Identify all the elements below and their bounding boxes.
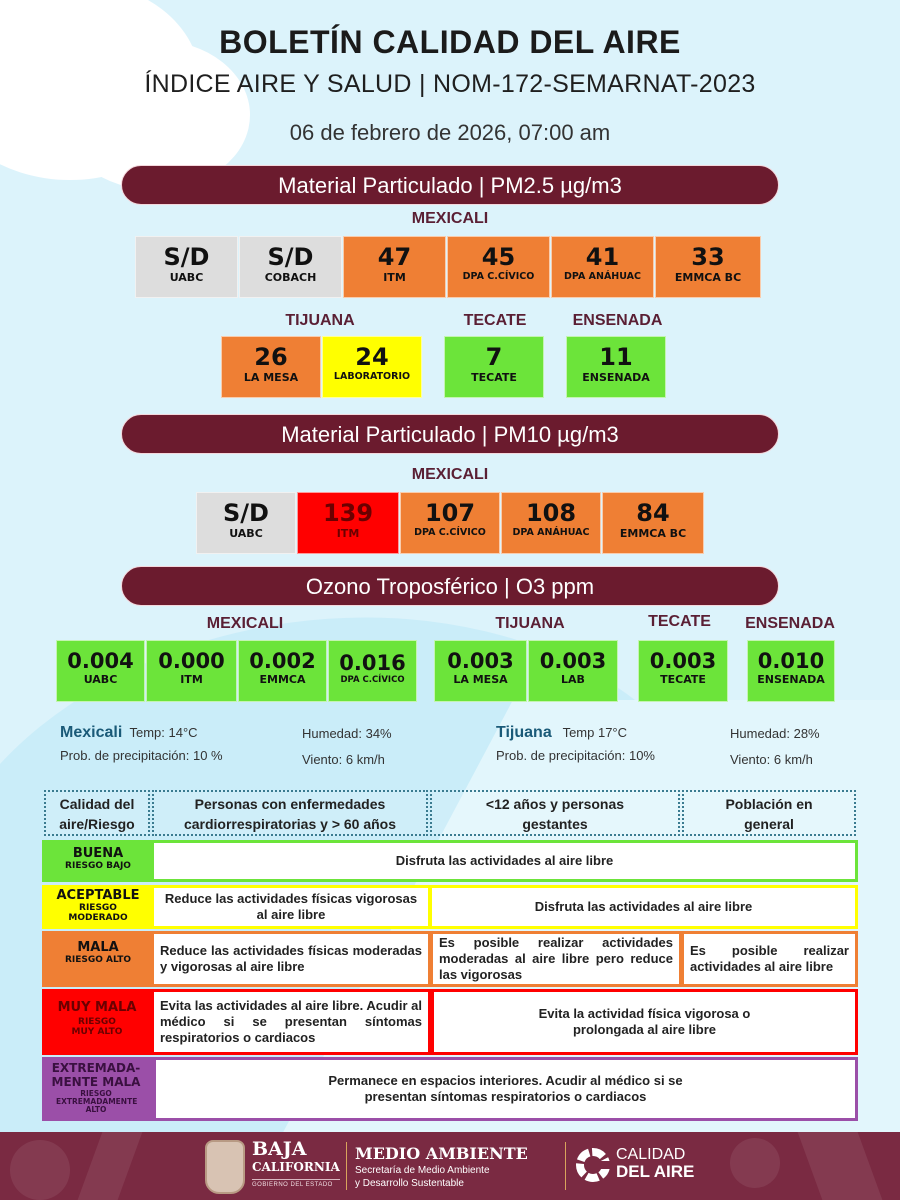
risk-cell: Disfruta las actividades al aire libre (432, 888, 855, 926)
o3-tijuana-label: TIJUANA (495, 615, 565, 632)
risk-label-mala: MALA RIESGO ALTO (64, 940, 132, 965)
weather-tijuana (496, 724, 627, 742)
pm25-ensenada-label: ENSENADA (572, 312, 663, 329)
page-subtitle: ÍNDICE AIRE Y SALUD | NOM-172-SEMARNAT-2023 (144, 70, 756, 98)
weather-precip: Prob. de precipitación: 10 % (60, 748, 223, 763)
o3-station-tecate: 0.003 TECATE (638, 640, 728, 702)
pm25-tecate-label: TECATE (463, 312, 527, 329)
o3-station-lab: 0.003 LAB (528, 640, 618, 702)
medio-ambiente-line2: y Desarrollo Sustentable (355, 1178, 464, 1189)
risk-label-muy-mala: MUY MALA RIESGO MUY ALTO (57, 1000, 137, 1037)
weather-humidity: Humedad: 28% (730, 726, 820, 741)
weather-humidity: Humedad: 34% (302, 726, 392, 741)
weather-mexicali (60, 724, 198, 742)
pm25-station-ensenada: 11 ENSENADA (566, 336, 666, 398)
o3-station-ensenada: 0.010 ENSENADA (747, 640, 835, 702)
weather-wind: Viento: 6 km/h (302, 752, 385, 767)
pm25-station-la-mesa: 26 LA MESA (221, 336, 321, 398)
bulletin-date: 06 de febrero de 2026, 07:00 am (289, 120, 611, 145)
pm25-tijuana-label: TIJUANA (285, 312, 355, 329)
pm10-station-emmca: 84 EMMCA BC (602, 492, 704, 554)
page-title: BOLETÍN CALIDAD DEL AIRE (219, 24, 681, 60)
pm10-station-itm: 139 ITM (297, 492, 399, 554)
risk-cell: Evita las actividades al aire libre. Acudir al médico si se presentan síntomas respiratorios o cardiacos (154, 992, 428, 1052)
o3-station-itm: 0.000 ITM (146, 640, 237, 702)
calidad-del-aire-line1: CALIDAD (616, 1146, 686, 1163)
o3-ensenada-label: ENSENADA (745, 615, 835, 632)
pm25-station-laboratorio: 24 LABORATORIO (322, 336, 422, 398)
o3-banner: Ozono Troposférico | O3 ppm (121, 566, 779, 606)
o3-station-uabc: 0.004 UABC (56, 640, 145, 702)
medio-ambiente-title: MEDIO AMBIENTE (355, 1144, 528, 1163)
risk-cell: Reduce las actividades físicas moderadas y vigorosas al aire libre (154, 934, 428, 984)
risk-cell: Disfruta las actividades al aire libre (154, 843, 855, 879)
risk-header-cardio: Personas con enfermedades cardiorrespiratorias y > 60 años (152, 790, 428, 836)
o3-station-dpa-civico: 0.016 DPA C.CÍVICO (328, 640, 417, 702)
weather-city: Tijuana (496, 724, 552, 741)
pm10-banner: Material Particulado | PM10 µg/m3 (121, 414, 779, 454)
pm25-station-emmca: 33 EMMCA BC (655, 236, 761, 298)
weather-temp: Temp 17°C (562, 725, 628, 740)
pm25-station-cobach: S/D COBACH (239, 236, 342, 298)
pm25-banner: Material Particulado | PM2.5 µg/m3 (121, 165, 779, 205)
pm10-station-dpa-anahuac: 108 DPA ANÁHUAC (501, 492, 601, 554)
risk-label-buena: BUENA RIESGO BAJO (65, 846, 131, 871)
pm25-station-dpa-anahuac: 41 DPA ANÁHUAC (551, 236, 654, 298)
o3-station-emmca: 0.002 EMMCA (238, 640, 327, 702)
o3-tecate-label: TECATE (648, 613, 711, 630)
bc-line3: GOBIERNO DEL ESTADO (252, 1182, 333, 1188)
risk-cell: Es posible realizar actividades al aire libre (684, 934, 855, 984)
calidad-del-aire-line2: DEL AIRE (616, 1162, 695, 1181)
calidad-del-aire-logo-icon (576, 1148, 610, 1182)
pm25-station-uabc: S/D UABC (135, 236, 238, 298)
weather-temp: Temp: 14°C (129, 725, 198, 740)
risk-label-extremadamente-mala: EXTREMADA-MENTE MALA RIESGO EXTREMADAMENTE ALTO (51, 1061, 141, 1114)
pm25-station-dpa-civico: 45 DPA C.CÍVICO (447, 236, 550, 298)
footer (0, 1132, 900, 1200)
medio-ambiente-line1: Secretaría de Medio Ambiente (355, 1165, 490, 1176)
pm25-mexicali-label: MEXICALI (411, 210, 489, 227)
risk-cell: Permanece en espacios interiores. Acudir al médico si se presentan síntomas respiratorios o cardiacos (156, 1060, 855, 1118)
baja-california-shield-icon (205, 1140, 245, 1194)
o3-mexicali-label: MEXICALI (206, 615, 284, 632)
pm25-station-itm: 47 ITM (343, 236, 446, 298)
risk-header-quality: Calidad del aire/Riesgo (44, 790, 150, 836)
pm10-mexicali-label: MEXICALI (411, 466, 489, 483)
risk-cell: Reduce las actividades físicas vigorosas al aire libre (154, 888, 428, 926)
weather-city: Mexicali (60, 724, 123, 741)
risk-cell: Evita la actividad física vigorosa o prolongada al aire libre (434, 992, 855, 1052)
pm10-station-uabc: S/D UABC (196, 492, 296, 554)
pm25-station-tecate: 7 TECATE (444, 336, 544, 398)
weather-wind: Viento: 6 km/h (730, 752, 813, 767)
pm10-station-dpa-civico: 107 DPA C.CÍVICO (400, 492, 500, 554)
risk-header-general: Población en general (682, 790, 856, 836)
o3-station-la-mesa: 0.003 LA MESA (434, 640, 527, 702)
risk-header-children: <12 años y personas gestantes (430, 790, 680, 836)
bc-line2: CALIFORNIA (252, 1160, 340, 1174)
risk-cell: Es posible realizar actividades moderadas al aire libre pero reduce las vigorosas (433, 934, 679, 984)
risk-label-aceptable: ACEPTABLE RIESGO MODERADO (56, 888, 140, 923)
bc-line1: BAJA (252, 1138, 307, 1160)
weather-precip: Prob. de precipitación: 10% (496, 748, 655, 763)
